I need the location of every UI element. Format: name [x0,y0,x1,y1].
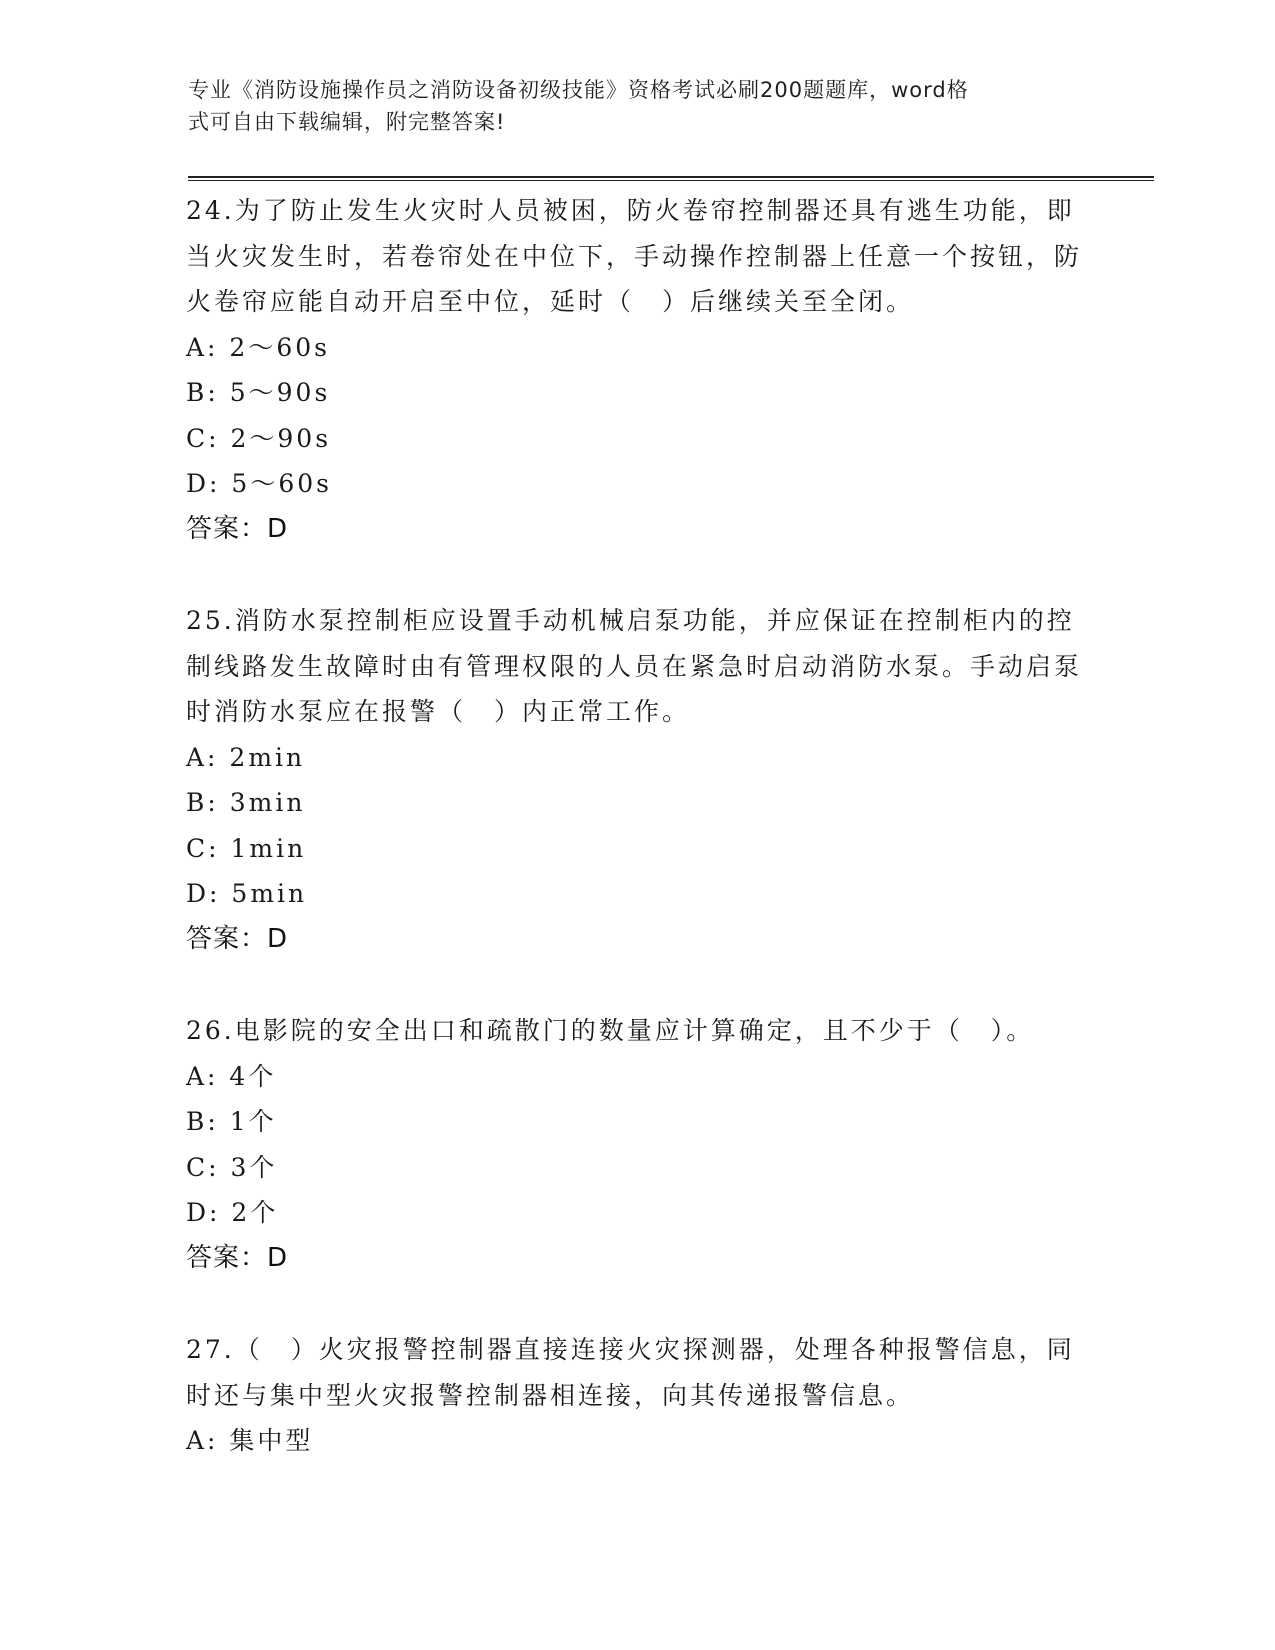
option-a: A: 集中型 [186,1426,314,1455]
question-stem: 26.电影院的安全出口和疏散门的数量应计算确定，且不少于（ ）。 [186,1016,1035,1045]
option-b: B: 5～90s [186,378,331,407]
option-b: B: 1个 [186,1107,277,1136]
option-b: B: 3min [186,788,306,817]
option-a: A: 2～60s [186,332,330,362]
question-24 [186,188,1086,552]
answer: 答案：D [186,923,289,954]
option-a: A: 4个 [186,1061,277,1091]
option-a: A: 2min [186,742,306,772]
question-stem: 24.为了防止发生火灾时人员被困，防火卷帘控制器还具有逃生功能，即当火灾发生时，若卷帘处在中位下，手动操作控制器上任意一个按钮，防火卷帘应能自动开启至中位，延时（ ）后继续关至全闭。 [186,196,1083,316]
header-title-line-1: 专业《消防设施操作员之消防设备初级技能》资格考试必刷200题题库，word格 [188,78,969,102]
option-c: C: 2～90s [186,423,332,453]
option-d: D: 2个 [186,1198,279,1227]
answer: 答案：D [186,1242,289,1273]
question-25 [186,598,1086,962]
header-divider [188,176,1154,181]
question-stem: 25.消防水泵控制柜应设置手动机械启泵功能，并应保证在控制柜内的控制线路发生故障时由有管理权限的人员在紧急时启动消防水泵。手动启泵时消防水泵应在报警（ ）内正常工作。 [186,606,1083,726]
option-c: C: 3个 [186,1152,278,1182]
option-d: D: 5min [186,879,308,908]
question-27 [186,1327,1086,1464]
question-26 [186,1008,1086,1281]
header-title-line-2: 式可自由下载编辑，附完整答案! [188,110,506,134]
question-list [186,188,1086,1510]
question-stem: 27.（ ）火灾报警控制器直接连接火灾探测器，处理各种报警信息，同时还与集中型火灾报警控制器相连接，向其传递报警信息。 [186,1335,1075,1410]
document-header [188,74,1068,138]
option-d: D: 5～60s [186,469,332,498]
answer: 答案：D [186,513,289,544]
option-c: C: 1min [186,833,307,863]
